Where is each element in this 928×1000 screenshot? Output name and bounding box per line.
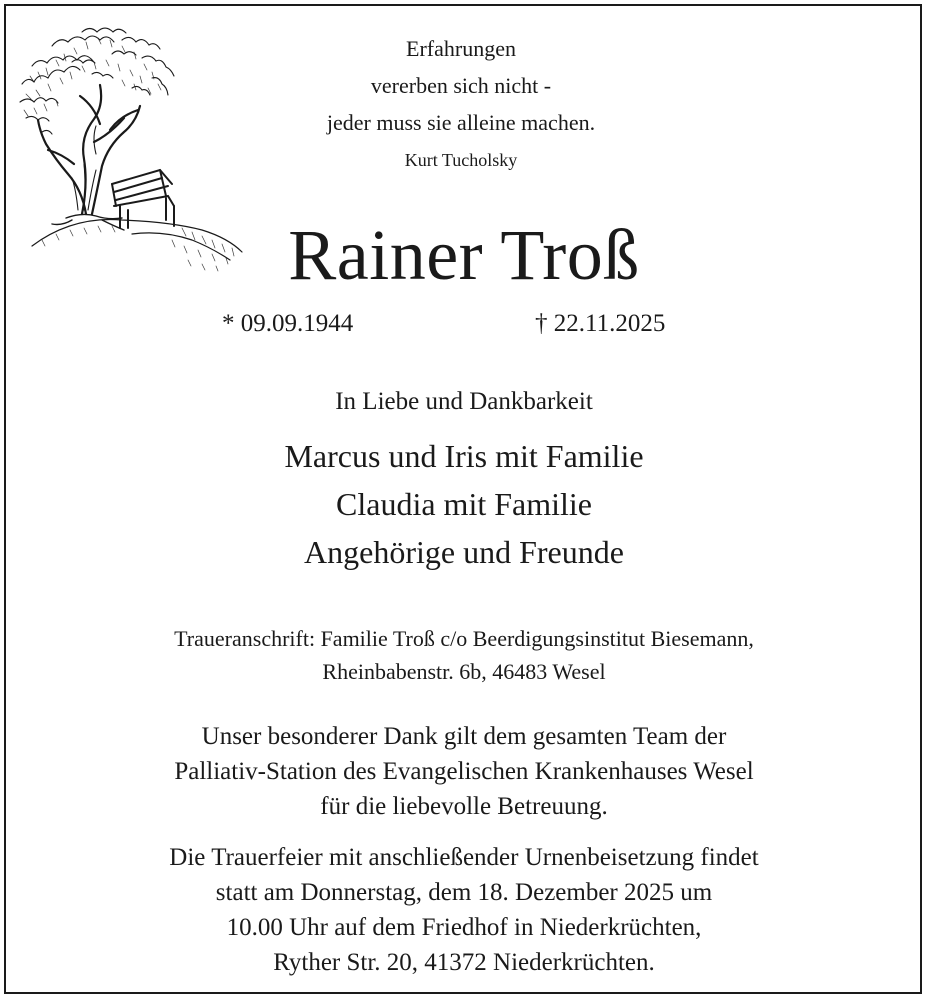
quote-line: vererben sich nicht - bbox=[370, 73, 552, 98]
funeral-line: 10.00 Uhr auf dem Friedhof in Niederkrüchten, bbox=[226, 914, 702, 941]
funeral-line: Ryther Str. 20, 41372 Niederkrüchten. bbox=[273, 949, 655, 976]
mourning-address bbox=[60, 622, 868, 688]
thanks-note bbox=[60, 719, 868, 824]
quote-line: jeder muss sie alleine machen. bbox=[326, 110, 596, 135]
mourner-entry: Marcus und Iris mit Familie bbox=[284, 438, 644, 474]
mourning-intro: In Liebe und Dankbarkeit bbox=[335, 388, 593, 415]
address-line: Traueranschrift: Familie Troß c/o Beerdigungsinstitut Biesemann, bbox=[174, 626, 754, 651]
address-line: Rheinbabenstr. 6b, 46483 Wesel bbox=[322, 659, 606, 684]
funeral-line: Die Trauerfeier mit anschließender Urnenbeisetzung findet bbox=[169, 844, 759, 871]
funeral-info bbox=[60, 840, 868, 980]
thanks-line: Unser besonderer Dank gilt dem gesamten Team der bbox=[201, 723, 727, 750]
mourner-entry: Angehörige und Freunde bbox=[304, 534, 624, 570]
death-date: † 22.11.2025 bbox=[535, 310, 666, 337]
thanks-line: für die liebevolle Betreuung. bbox=[320, 793, 608, 820]
mourner-entry: Claudia mit Familie bbox=[336, 486, 592, 522]
thanks-line: Palliativ-Station des Evangelischen Krankenhauses Wesel bbox=[174, 758, 754, 785]
funeral-line: statt am Donnerstag, dem 18. Dezember 2025 um bbox=[215, 879, 713, 906]
deceased-name: Rainer Troß bbox=[288, 215, 640, 295]
quote-line: Erfahrungen bbox=[406, 36, 516, 61]
mourners-list bbox=[150, 432, 778, 576]
quote-text bbox=[276, 30, 646, 141]
birth-date: * 09.09.1944 bbox=[222, 310, 354, 337]
quote-author: Kurt Tucholsky bbox=[404, 150, 518, 170]
